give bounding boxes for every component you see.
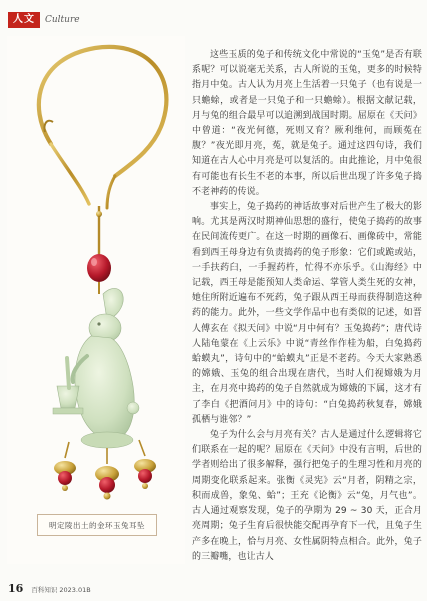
page-number: 16 [8,582,24,595]
article-paragraph: 兔子为什么会与月亮有关？古人是通过什么逻辑将它们联系在一起的呢？屈原在《天问》中没有言明，后世的学者则给出了很多解释，强行把兔子的生理习性和月亮的周期变化联系起来。张衡《灵宪》云“月者，阴精之宗，积而成兽，象兔、蛤”；王充《论衡》云“兔，月气也”。古人通过观察发现，兔子的孕期为 29 ~ 30 天，正合月亮周期；兔子生育后很快能交配再孕育下一代，且兔子生产多在晚上，恰与月亮、女性属阴特点相合。此外，兔子的三瓣嘴，也让古人 [192,430,422,562]
figure-caption: 明定陵出土的金环玉兔耳坠 [49,520,145,530]
publication-name: 百科知识 2023.01B [31,586,91,594]
earring-photo [7,36,185,564]
section-badge: 人文 [8,12,40,28]
gold-hoop [39,47,167,208]
earring-illustration [7,36,185,564]
figure-caption-box [37,514,157,536]
article-paragraph: 事实上，兔子捣药的神话故事对后世产生了极大的影响。尤其是两汉时期神仙思想的盛行，使兔子捣药的故事在民间流传更广。在这一时期的画像石、画像砖中，常能看到西王母身边有负责捣药的兔子形象：它们或跪或站，一手扶药臼，一手握药杵，忙得不亦乐乎。《山海经》中记载，西王母是能预知人类命运、掌管人类生死的女神，她住所附近遍布不死药，兔子跟从西王母而获得制造这种药的能力。此外，一些文学作品中也有类似的记述，如晋人傅玄在《拟天问》中说“月中何有？玉兔捣药”；唐代诗人陆龟蒙在《上云乐》中说“青丝作作桂为船，白兔捣药蛤蟆丸”，诗句中的“蛤蟆丸”正是不老药。今天大家熟悉的嫦娥、玉兔的组合出现在唐代，当时人们视嫦娥为月主，在月亮中捣药的兔子自然就成为嫦娥的下属，这才有了李白《把酒问月》中的诗句：“白兔捣药秋复春，嫦娥孤栖与谁邻？” [192,202,422,425]
bottom-dangles [54,440,156,500]
section-english-label: Culture [45,15,80,25]
page-footer [8,582,91,595]
ruby-bead [87,254,111,282]
jade-rabbit [53,288,139,448]
article-paragraph: 这些玉质的兔子和传统文化中常说的“玉兔”是否有联系呢？可以说毫无关系，古人所说的玉兔，更多的时候特指月中兔。古人认为月亮上生活着一只兔子（也有说是一只蟾蜍，或者是一只兔子和一只蟾蜍）。根据文献记载，月与兔的组合最早可以追溯到战国时期。屈原在《天问》中曾道：“夜光何德，死则又育？厥利维何，而顾菟在腹？”夜光即月亮，菟，就是兔子。通过这四句诗，我们知道在古人心中月亮是可以复活的。由此推论，月中兔很有可能也有长生不老的本事，所以后世出现了许多兔子捣不老神药的传说。 [192,50,422,197]
article-body [192,48,422,565]
section-header [8,10,80,30]
